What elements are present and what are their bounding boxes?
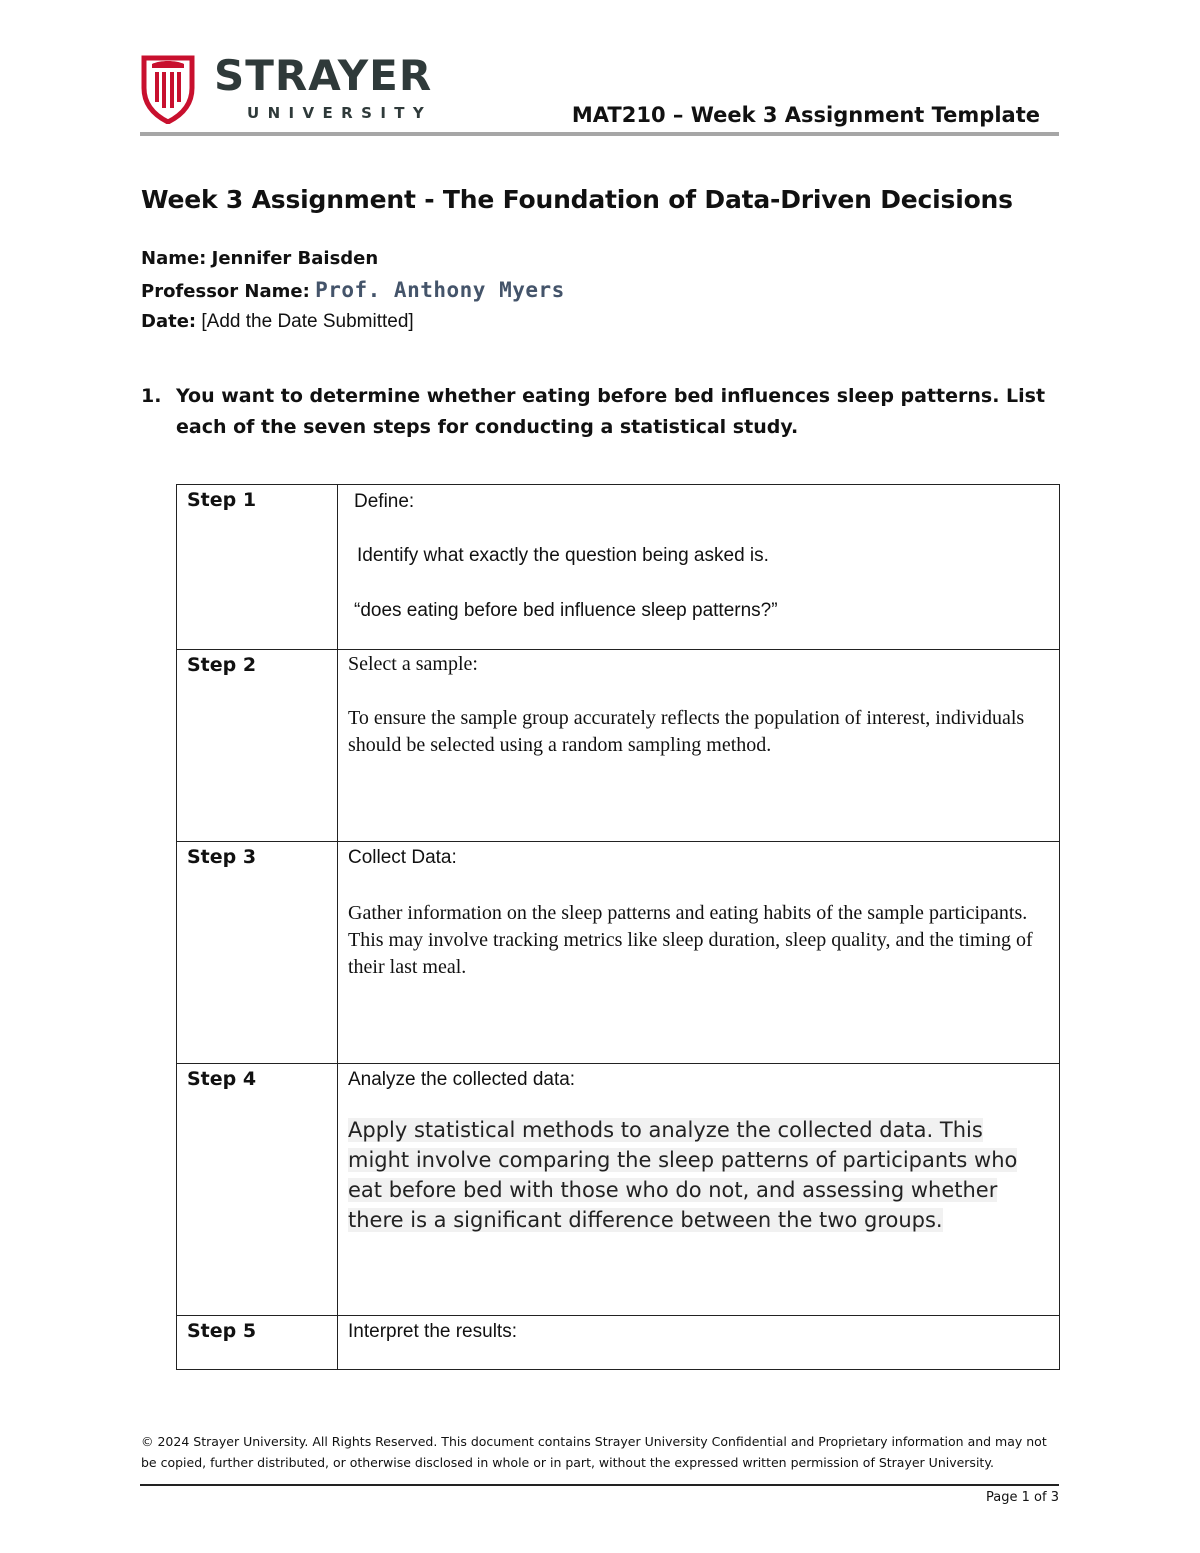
student-name-line (141, 247, 378, 271)
header-title: MAT210 – Week 3 Assignment Template (571, 103, 1040, 127)
table-row (177, 1064, 1060, 1316)
page-header (140, 52, 1060, 132)
header-divider (140, 132, 1059, 136)
question-number: 1. (141, 385, 162, 407)
question-1 (141, 381, 1051, 443)
step-heading: Define: (354, 491, 415, 512)
step-body-text: Apply statistical methods to analyze the collected data. This might involve comparing the sleep patterns of participants who eat before bed with those who do not, and assessing whether there is a significant difference between the two groups. (348, 1118, 1018, 1232)
step-label: Step 1 (177, 485, 338, 650)
step-line: Identify what exactly the question being asked is. (357, 545, 769, 566)
table-row (177, 650, 1060, 842)
strayer-shield-icon (140, 54, 196, 124)
step-content (338, 1064, 1060, 1316)
footer-divider (140, 1484, 1059, 1486)
step-heading: Select a sample: (348, 653, 478, 675)
step-heading: Interpret the results: (348, 1321, 517, 1342)
steps-table (176, 484, 1060, 1370)
step-label: Step 4 (177, 1064, 338, 1316)
step-label: Step 3 (177, 842, 338, 1064)
question-text: You want to determine whether eating before bed influences sleep patterns. List each of the seven steps for conducting a statistical study. (176, 385, 1046, 438)
step-content (338, 485, 1060, 650)
step-body-text: Gather information on the sleep patterns and eating habits of the sample participants. This may involve tracking metrics like sleep duration, sleep quality, and the timing of their last meal. (348, 902, 1033, 978)
page-number: Page 1 of 3 (986, 1490, 1059, 1505)
professor-name-line (141, 278, 565, 304)
copyright-notice: © 2024 Strayer University. All Rights Reserved. This document contains Strayer University Confidential and Proprietary information and may not be copied, further distributed, or otherwise disclosed in whole or in part, without the expressed written permission of Strayer University. (141, 1434, 1047, 1470)
step-content (338, 842, 1060, 1064)
table-row (177, 842, 1060, 1064)
step-label: Step 2 (177, 650, 338, 842)
professor-label: Professor Name: (141, 281, 310, 302)
table-row (177, 1316, 1060, 1370)
step-content (338, 650, 1060, 842)
professor-value: Prof. Anthony Myers (315, 278, 565, 302)
step-label: Step 5 (177, 1316, 338, 1370)
date-line (141, 310, 414, 334)
date-value: [Add the Date Submitted] (201, 311, 414, 332)
document-title: Week 3 Assignment - The Foundation of Data-Driven Decisions (141, 185, 1013, 214)
date-label: Date: (141, 311, 197, 332)
logo-wordmark: STRAYER (214, 51, 433, 100)
table-row (177, 485, 1060, 650)
step-heading: Collect Data: (348, 847, 457, 868)
logo-subtitle: UNIVERSITY (247, 104, 433, 122)
name-value: Jennifer Baisden (211, 248, 379, 269)
step-line: “does eating before bed influence sleep patterns?” (354, 600, 778, 621)
step-body-text: To ensure the sample group accurately reflects the population of interest, individuals should be selected using a random sampling method. (348, 707, 1025, 756)
step-heading: Analyze the collected data: (348, 1069, 576, 1090)
step-content (338, 1316, 1060, 1370)
name-label: Name: (141, 248, 207, 269)
